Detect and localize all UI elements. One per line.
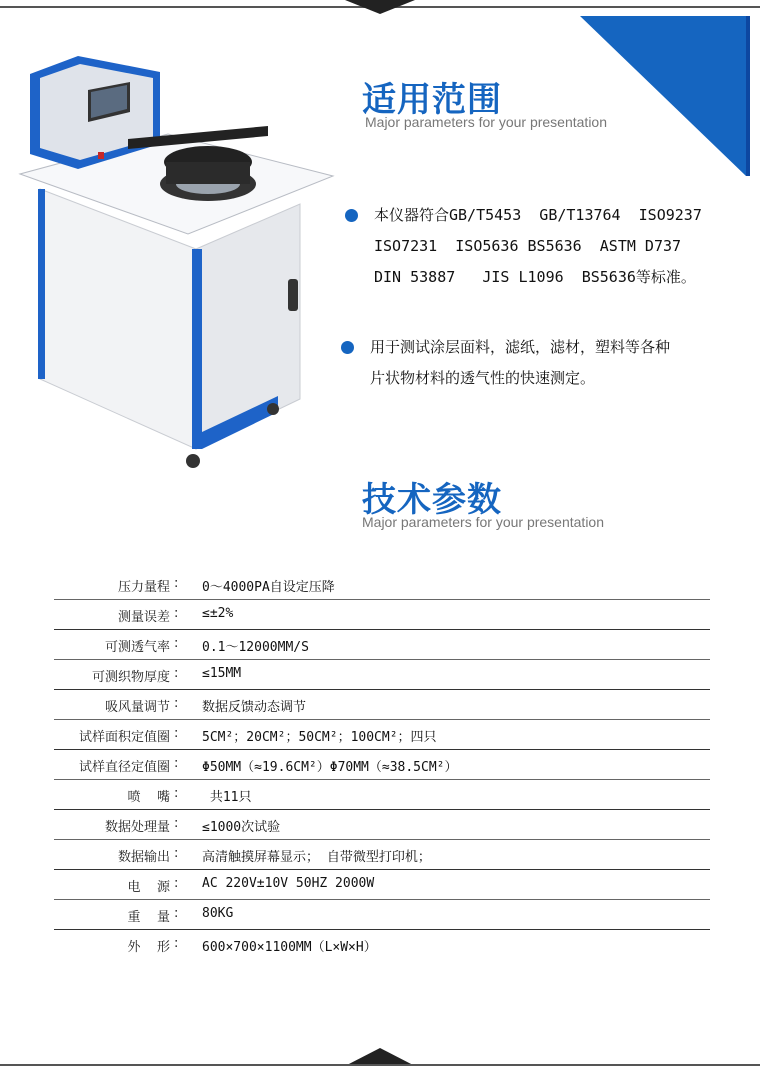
- spec-label: 喷 嘴: [127, 790, 170, 805]
- spec-value: 0.1～12000MM/S: [202, 640, 309, 655]
- spec-value: ≤±2%: [202, 606, 234, 621]
- table-row: 试样直径定值圈 : Φ50MM（≈19.6CM²）Φ70MM（≈38.5CM²）: [54, 750, 710, 780]
- table-row: 数据处理量 : ≤1000次试验: [54, 810, 710, 840]
- spec-value: 高清触摸屏幕显示； 自带微型打印机；: [202, 850, 431, 865]
- table-row: 喷 嘴 : 共11只: [54, 780, 710, 810]
- spec-label: 电 源: [127, 880, 170, 895]
- corner-decoration-edge: [746, 16, 750, 176]
- spec-label: 外 形: [127, 940, 170, 955]
- spec-value: AC 220V±10V 50HZ 2000W: [202, 876, 375, 891]
- bottom-divider-line: [0, 1064, 760, 1066]
- section-title-specs: 技术参数: [362, 480, 502, 520]
- spec-label: 测量误差: [117, 610, 170, 625]
- top-divider: [0, 0, 760, 14]
- spec-value: 80KG: [202, 906, 234, 921]
- spec-label: 吸风量调节: [104, 700, 170, 715]
- table-row: 可测透气率 : 0.1～12000MM/S: [54, 630, 710, 660]
- spec-label: 数据输出: [117, 850, 170, 865]
- section-title-scope: 适用范围: [362, 80, 502, 120]
- spec-value: Φ50MM（≈19.6CM²）Φ70MM（≈38.5CM²）: [202, 760, 458, 775]
- table-row: 试样面积定值圈 : 5CM²；20CM²；50CM²；100CM²；四只: [54, 720, 710, 750]
- product-image: [18, 44, 338, 474]
- table-row: 测量误差 : ≤±2%: [54, 600, 710, 630]
- table-row: 外 形 : 600×700×1100MM（L×W×H）: [54, 930, 710, 960]
- spec-label: 压力量程: [117, 580, 170, 595]
- bottom-divider: [0, 1048, 760, 1072]
- bullet-dot: [341, 341, 354, 354]
- spec-value: 0～4000PA自设定压降: [202, 580, 335, 595]
- section-subtitle-specs: Major parameters for your presentation: [362, 514, 604, 530]
- spec-value: 5CM²；20CM²；50CM²；100CM²；四只: [202, 730, 437, 745]
- table-row: 可测织物厚度 : ≤15MM: [54, 660, 710, 690]
- spec-value: 数据反馈动态调节: [202, 700, 307, 715]
- scope-standards-line-2: ISO7231 ISO5636 BS5636 ASTM D737: [374, 237, 682, 255]
- table-row: 吸风量调节 : 数据反馈动态调节: [54, 690, 710, 720]
- spec-label: 可测织物厚度: [91, 670, 170, 685]
- table-row: 电 源 : AC 220V±10V 50HZ 2000W: [54, 870, 710, 900]
- spec-label: 试样直径定值圈: [78, 760, 170, 775]
- scope-usage-line-2: 片状物材料的透气性的快速测定。: [370, 369, 596, 387]
- spec-table: [54, 570, 710, 960]
- scope-usage-line-1: 用于测试涂层面料，滤纸，滤材，塑料等各种: [370, 338, 671, 356]
- table-row: 重 量 : 80KG: [54, 900, 710, 930]
- spec-value: ≤1000次试验: [202, 820, 281, 835]
- bullet-dot: [345, 209, 358, 222]
- scope-standards-line-3: DIN 53887 JIS L1096 BS5636等标准。: [374, 268, 696, 286]
- table-row: 数据输出 : 高清触摸屏幕显示； 自带微型打印机；: [54, 840, 710, 870]
- table-row: 压力量程 : 0～4000PA自设定压降: [54, 570, 710, 600]
- spec-value: ≤15MM: [202, 666, 242, 681]
- top-divider-notch: [345, 0, 415, 14]
- spec-label: 重 量: [127, 910, 170, 925]
- spec-label: 数据处理量: [104, 820, 170, 835]
- corner-decoration: [580, 16, 746, 176]
- scope-standards-line-1: 本仪器符合GB/T5453 GB/T13764 ISO9237: [374, 206, 702, 224]
- spec-value: 600×700×1100MM（L×W×H）: [202, 940, 377, 955]
- spec-value: 共11只: [202, 790, 252, 805]
- section-subtitle-scope: Major parameters for your presentation: [365, 114, 607, 130]
- spec-label: 可测透气率: [104, 640, 170, 655]
- spec-label: 试样面积定值圈: [78, 730, 170, 745]
